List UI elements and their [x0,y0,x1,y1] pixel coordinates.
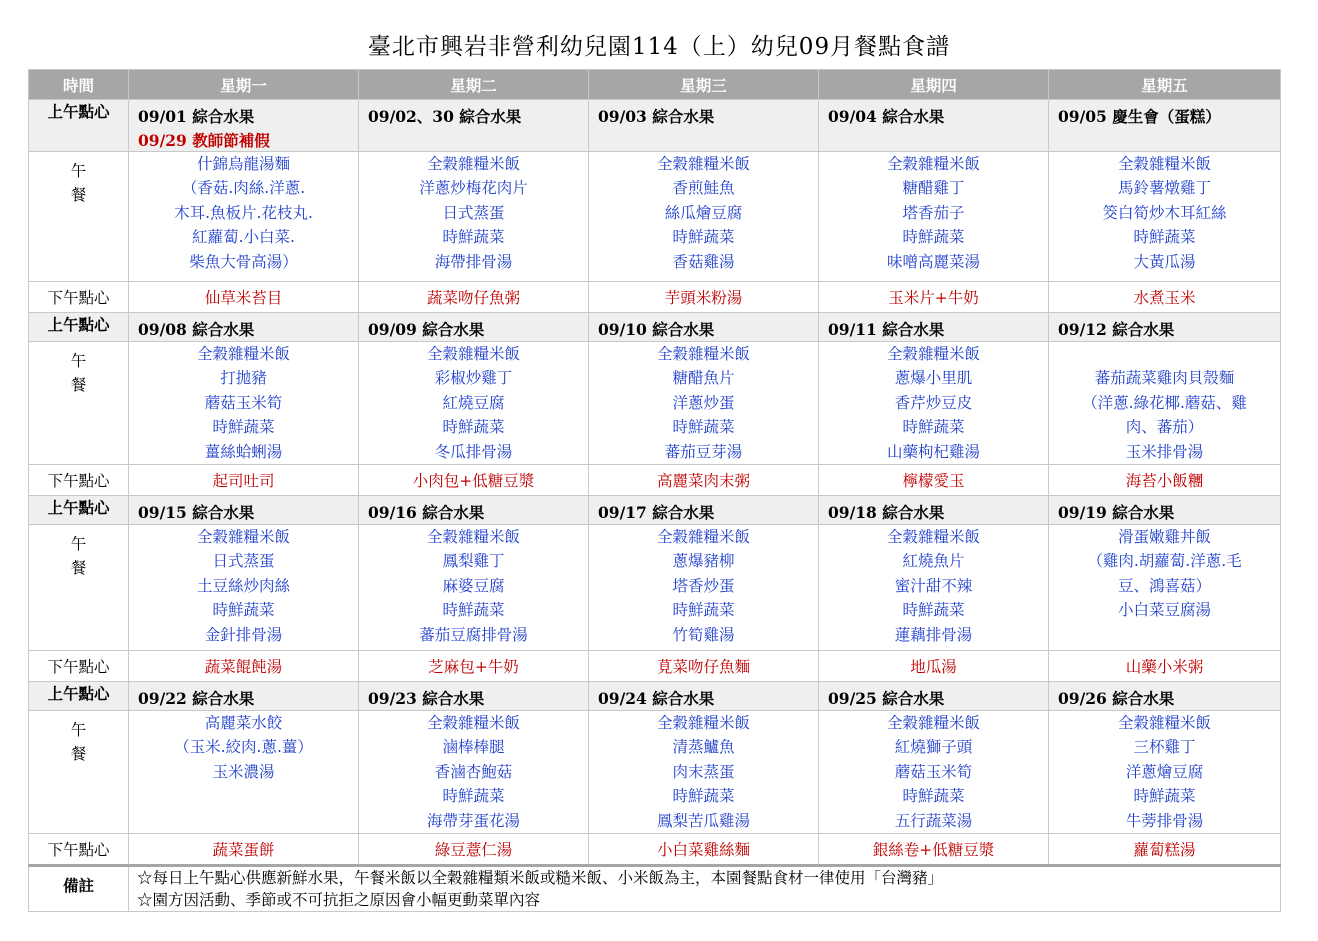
dish-item: 蕃茄豆腐排骨湯 [419,625,528,644]
pm-snack-label: 下午點心 [29,834,129,866]
dish-item: 時鮮蔬菜 [442,787,505,806]
dish-item: 馬鈴薯燉雞丁 [1117,179,1211,198]
lunch-cell [129,342,359,465]
pm-snack-label: 下午點心 [29,282,129,313]
lunch-cell [359,152,589,282]
am-snack-text: 09/16 綜合水果 [368,503,485,523]
am-snack-label: 上午點心 [29,682,129,711]
am-snack-text: 09/17 綜合水果 [598,503,715,523]
pm-snack-cell: 綠豆薏仁湯 [359,834,589,866]
pm-snack-cell: 莧菜吻仔魚麵 [589,651,819,682]
lunch-label-2: 餐 [70,376,87,394]
am-snack-text: 09/08 綜合水果 [138,320,255,339]
lunch-label-2: 餐 [70,186,87,204]
dish-item: 時鮮蔬菜 [442,601,505,620]
dish-item: 香煎鮭魚 [672,179,735,198]
dish-item: 大黃瓜湯 [1133,252,1196,271]
dish-item: 時鮮蔬菜 [672,418,735,437]
am-snack-cell [589,313,819,342]
am-snack-cell [1049,682,1281,711]
am-snack-cell [1049,313,1281,342]
dish-item: 滷棒棒腿 [442,738,505,757]
am-snack-label: 上午點心 [29,496,129,525]
pm-snack-cell: 蔬菜吻仔魚粥 [359,282,589,313]
header-friday: 星期五 [1049,70,1281,100]
header-monday: 星期一 [129,70,359,100]
am-snack-cell [819,313,1049,342]
am-snack-text: 09/19 綜合水果 [1058,503,1175,523]
lunch-cell [129,152,359,282]
pm-snack-cell: 高麗菜肉末粥 [589,465,819,496]
header-tuesday: 星期二 [359,70,589,100]
am-snack-cell [129,496,359,525]
am-snack-text: 09/03 綜合水果 [598,107,715,126]
dish-item: 蓮藕排骨湯 [894,625,973,644]
page-title: 臺北市興岩非營利幼兒園114（上）幼兒09月餐點食譜 [367,34,951,60]
lunch-row [29,711,1281,834]
lunch-row [29,525,1281,651]
dish-item: 時鮮蔬菜 [1133,787,1196,806]
dish-item: 全穀雜糧米飯 [886,155,980,173]
dish-item: 紅燒獅子頭 [894,738,973,757]
dish-item: 玉米濃湯 [212,762,275,781]
notes-label: 備註 [29,866,129,912]
pm-snack-row [29,834,1281,866]
dish-item [129,784,358,808]
dish-item: 全穀雜糧米飯 [656,155,750,173]
dish-item: 薑絲蛤蜊湯 [204,442,283,461]
dish-item: 全穀雜糧米飯 [656,714,750,733]
pm-snack-cell: 玉米片+牛奶 [819,282,1049,313]
dish-item: （洋蔥.綠花椰.蘑菇、雞 [1082,393,1247,412]
am-snack-cell [129,682,359,711]
dish-item: 全穀雜糧米飯 [1117,155,1211,173]
dish-item: 海帶排骨湯 [434,252,513,271]
dish-item: 滑蛋嫩雞丼飯 [1117,528,1211,547]
pm-snack-row [29,282,1281,313]
dish-item: 時鮮蔬菜 [672,787,735,806]
pm-snack-cell: 海苔小飯糰 [1049,465,1281,496]
dish-item: 竹筍雞湯 [672,625,735,644]
pm-snack-cell: 仙草米苔目 [129,282,359,313]
lunch-label [29,711,129,834]
am-snack-cell [1049,100,1281,152]
lunch-cell [359,342,589,465]
dish-item: 高麗菜水餃 [204,714,283,733]
am-snack-text: 09/22 綜合水果 [138,689,255,709]
lunch-label-1: 午 [70,535,87,554]
lunch-label-2: 餐 [70,559,87,578]
dish-item: 糖醋雞丁 [902,179,965,198]
lunch-row [29,152,1281,282]
dish-item: 牛蒡排骨湯 [1125,811,1204,830]
am-snack-cell [359,682,589,711]
pm-snack-cell: 小白菜雞絲麵 [589,834,819,866]
dish-item: 木耳.魚板片.花枝丸. [174,203,313,222]
dish-item: 香滷杏鮑菇 [434,762,513,781]
dish-item: 蔥爆小里肌 [894,369,973,388]
dish-item: 全穀雜糧米飯 [426,714,520,733]
am-snack-text: 09/10 綜合水果 [598,320,715,339]
dish-item: 紅燒魚片 [902,552,965,571]
dish-item: 蘑菇玉米筍 [204,393,283,412]
lunch-cell [1049,525,1281,651]
header-wednesday: 星期三 [589,70,819,100]
dish-item: 時鮮蔬菜 [212,601,275,620]
note-line: ☆園方因活動、季節或不可抗拒之原因會小幅更動菜單內容 [137,891,541,910]
am-snack-text: 09/05 慶生會（蛋糕） [1058,107,1221,126]
am-snack-row [29,100,1281,152]
dish-item: 時鮮蔬菜 [902,787,965,806]
dish-item: 蕃茄蔬菜雞肉貝殼麵 [1094,369,1235,388]
dish-item: 鳳梨苦瓜雞湯 [656,811,750,830]
dish-item: 全穀雜糧米飯 [656,528,750,547]
dish-item: 塔香茄子 [902,203,965,222]
dish-item: 豆、鴻喜菇） [1117,576,1211,595]
am-snack-text: 09/09 綜合水果 [368,320,485,339]
dish-item: 什錦烏龍湯麵 [196,155,290,173]
dish-item: 鳳梨雞丁 [442,552,505,571]
dish-item: 時鮮蔬菜 [672,228,735,247]
pm-snack-row [29,651,1281,682]
pm-snack-cell: 蔬菜蛋餅 [129,834,359,866]
am-snack-text: 09/12 綜合水果 [1058,320,1175,339]
lunch-label-1: 午 [70,162,87,180]
dish-item: 筊白筍炒木耳紅絲 [1102,203,1227,222]
header-thursday: 星期四 [819,70,1049,100]
dish-item: 玉米排骨湯 [1125,442,1204,461]
lunch-cell [819,152,1049,282]
dish-item: 蘑菇玉米筍 [894,762,973,781]
lunch-cell [819,342,1049,465]
dish-item: 全穀雜糧米飯 [426,345,520,363]
dish-item: 肉、蕃茄） [1125,418,1204,437]
dish-item: 紅燒豆腐 [442,393,505,412]
pm-snack-row [29,465,1281,496]
dish-item: （雞肉.胡蘿蔔.洋蔥.毛 [1087,552,1242,571]
am-snack-cell [819,100,1049,152]
am-snack-label: 上午點心 [29,313,129,342]
dish-item: 全穀雜糧米飯 [426,528,520,547]
dish-item: 麻婆豆腐 [442,576,505,595]
am-snack-cell [129,100,359,152]
lunch-label [29,342,129,465]
pm-snack-cell: 檸檬愛玉 [819,465,1049,496]
lunch-cell [819,711,1049,834]
dish-item: 全穀雜糧米飯 [886,528,980,547]
lunch-label [29,525,129,651]
dish-item: 時鮮蔬菜 [1133,228,1196,247]
dish-item: 蔥爆豬柳 [672,552,735,571]
dish-item: 金針排骨湯 [204,625,283,644]
am-snack-text: 09/15 綜合水果 [138,503,255,523]
dish-item: 時鮮蔬菜 [442,228,505,247]
lunch-cell [1049,711,1281,834]
am-snack-cell [819,496,1049,525]
pm-snack-cell: 銀絲卷+低糖豆漿 [819,834,1049,866]
dish-item [1049,623,1280,647]
am-snack-label: 上午點心 [29,100,129,152]
dish-item: 彩椒炒雞丁 [434,369,513,388]
header-row [29,70,1281,100]
dish-item: 紅蘿蔔.小白菜. [192,228,295,247]
dish-item: 全穀雜糧米飯 [426,155,520,173]
dish-item: 塔香炒蛋 [672,576,735,595]
dish-item: 味噌高麗菜湯 [886,252,980,271]
dish-item: 時鮮蔬菜 [212,418,275,437]
dish-item: 柴魚大骨高湯） [189,252,298,271]
dish-item: 蜜汁甜不辣 [894,576,973,595]
notes-row [29,866,1281,912]
dish-item [129,809,358,833]
pm-snack-cell: 蘿蔔糕湯 [1049,834,1281,866]
dish-item [1049,342,1280,366]
am-snack-cell [1049,496,1281,525]
note-line: ☆每日上午點心供應新鮮水果，午餐米飯以全穀雜糧類米飯或糙米飯、小米飯為主，本園餐點食材一律使用「台灣豬」 [137,869,944,888]
pm-snack-cell: 芝麻包+牛奶 [359,651,589,682]
pm-snack-cell: 芋頭米粉湯 [589,282,819,313]
dish-item: 三杯雞丁 [1133,738,1196,757]
lunch-cell [589,711,819,834]
dish-item: 時鮮蔬菜 [902,228,965,247]
lunch-row [29,342,1281,465]
lunch-label [29,152,129,282]
dish-item: 蕃茄豆芽湯 [664,442,743,461]
dish-item: 糖醋魚片 [672,369,735,388]
dish-item: 時鮮蔬菜 [672,601,735,620]
dish-item: 全穀雜糧米飯 [196,528,290,547]
am-snack-text: 09/04 綜合水果 [828,107,945,126]
pm-snack-cell: 地瓜湯 [819,651,1049,682]
holiday-note: 09/29 教師節補假 [138,131,270,150]
am-snack-cell [359,313,589,342]
am-snack-row [29,682,1281,711]
pm-snack-label: 下午點心 [29,465,129,496]
pm-snack-cell: 起司吐司 [129,465,359,496]
lunch-cell [129,711,359,834]
lunch-label-1: 午 [70,721,87,740]
am-snack-text: 09/01 綜合水果 [138,107,255,126]
lunch-cell [359,711,589,834]
lunch-cell [1049,342,1281,465]
dish-item: 全穀雜糧米飯 [1117,714,1211,733]
dish-item: 小白菜豆腐湯 [1117,601,1211,620]
pm-snack-label: 下午點心 [29,651,129,682]
dish-item: 洋蔥炒梅花肉片 [419,179,528,198]
dish-item: 打拋豬 [220,369,267,388]
menu-table [28,69,1281,912]
dish-item: 山藥枸杞雞湯 [886,442,980,461]
lunch-cell [589,152,819,282]
lunch-cell [359,525,589,651]
pm-snack-cell: 山藥小米粥 [1049,651,1281,682]
am-snack-text: 09/18 綜合水果 [828,503,945,523]
dish-item: 時鮮蔬菜 [902,418,965,437]
lunch-cell [589,525,819,651]
dish-item: 肉末蒸蛋 [672,762,735,781]
notes-cell [129,866,1281,912]
am-snack-text: 09/24 綜合水果 [598,689,715,709]
am-snack-text: 09/23 綜合水果 [368,689,485,709]
header-time: 時間 [29,70,129,100]
pm-snack-cell: 水煮玉米 [1049,282,1281,313]
am-snack-row [29,313,1281,342]
lunch-cell [129,525,359,651]
dish-item: 日式蒸蛋 [212,552,275,571]
pm-snack-cell: 蔬菜餛飩湯 [129,651,359,682]
dish-item: 洋蔥炒蛋 [672,393,735,412]
dish-item: （玉米.絞肉.蔥.薑） [174,738,313,757]
am-snack-cell [819,682,1049,711]
am-snack-text: 09/11 綜合水果 [828,320,945,339]
am-snack-cell [359,100,589,152]
am-snack-row [29,496,1281,525]
lunch-label-2: 餐 [70,745,87,764]
dish-item: 香芹炒豆皮 [894,393,973,412]
pm-snack-cell: 小肉包+低糖豆漿 [359,465,589,496]
dish-item: 時鮮蔬菜 [902,601,965,620]
dish-item: 絲瓜燴豆腐 [664,203,743,222]
dish-item: 日式蒸蛋 [442,203,505,222]
dish-item: 冬瓜排骨湯 [434,442,513,461]
lunch-cell [1049,152,1281,282]
lunch-cell [819,525,1049,651]
dish-item: 全穀雜糧米飯 [656,345,750,363]
dish-item: 全穀雜糧米飯 [886,714,980,733]
dish-item: 時鮮蔬菜 [442,418,505,437]
dish-item: 洋蔥燴豆腐 [1125,762,1204,781]
dish-item: 清蒸鱸魚 [672,738,735,757]
dish-item: （香菇.肉絲.洋蔥. [181,179,306,198]
dish-item: 全穀雜糧米飯 [886,345,980,363]
lunch-cell [589,342,819,465]
dish-item: 香菇雞湯 [672,252,735,271]
am-snack-cell [589,496,819,525]
dish-item: 海帶芽蛋花湯 [426,811,520,830]
dish-item: 全穀雜糧米飯 [196,345,290,363]
dish-item: 五行蔬菜湯 [894,811,973,830]
am-snack-cell [589,682,819,711]
am-snack-cell [359,496,589,525]
am-snack-cell [589,100,819,152]
am-snack-text: 09/02、30 綜合水果 [368,107,522,126]
am-snack-text: 09/26 綜合水果 [1058,689,1175,709]
am-snack-text: 09/25 綜合水果 [828,689,945,709]
am-snack-cell [129,313,359,342]
lunch-label-1: 午 [70,352,87,370]
dish-item: 土豆絲炒肉絲 [196,576,290,595]
